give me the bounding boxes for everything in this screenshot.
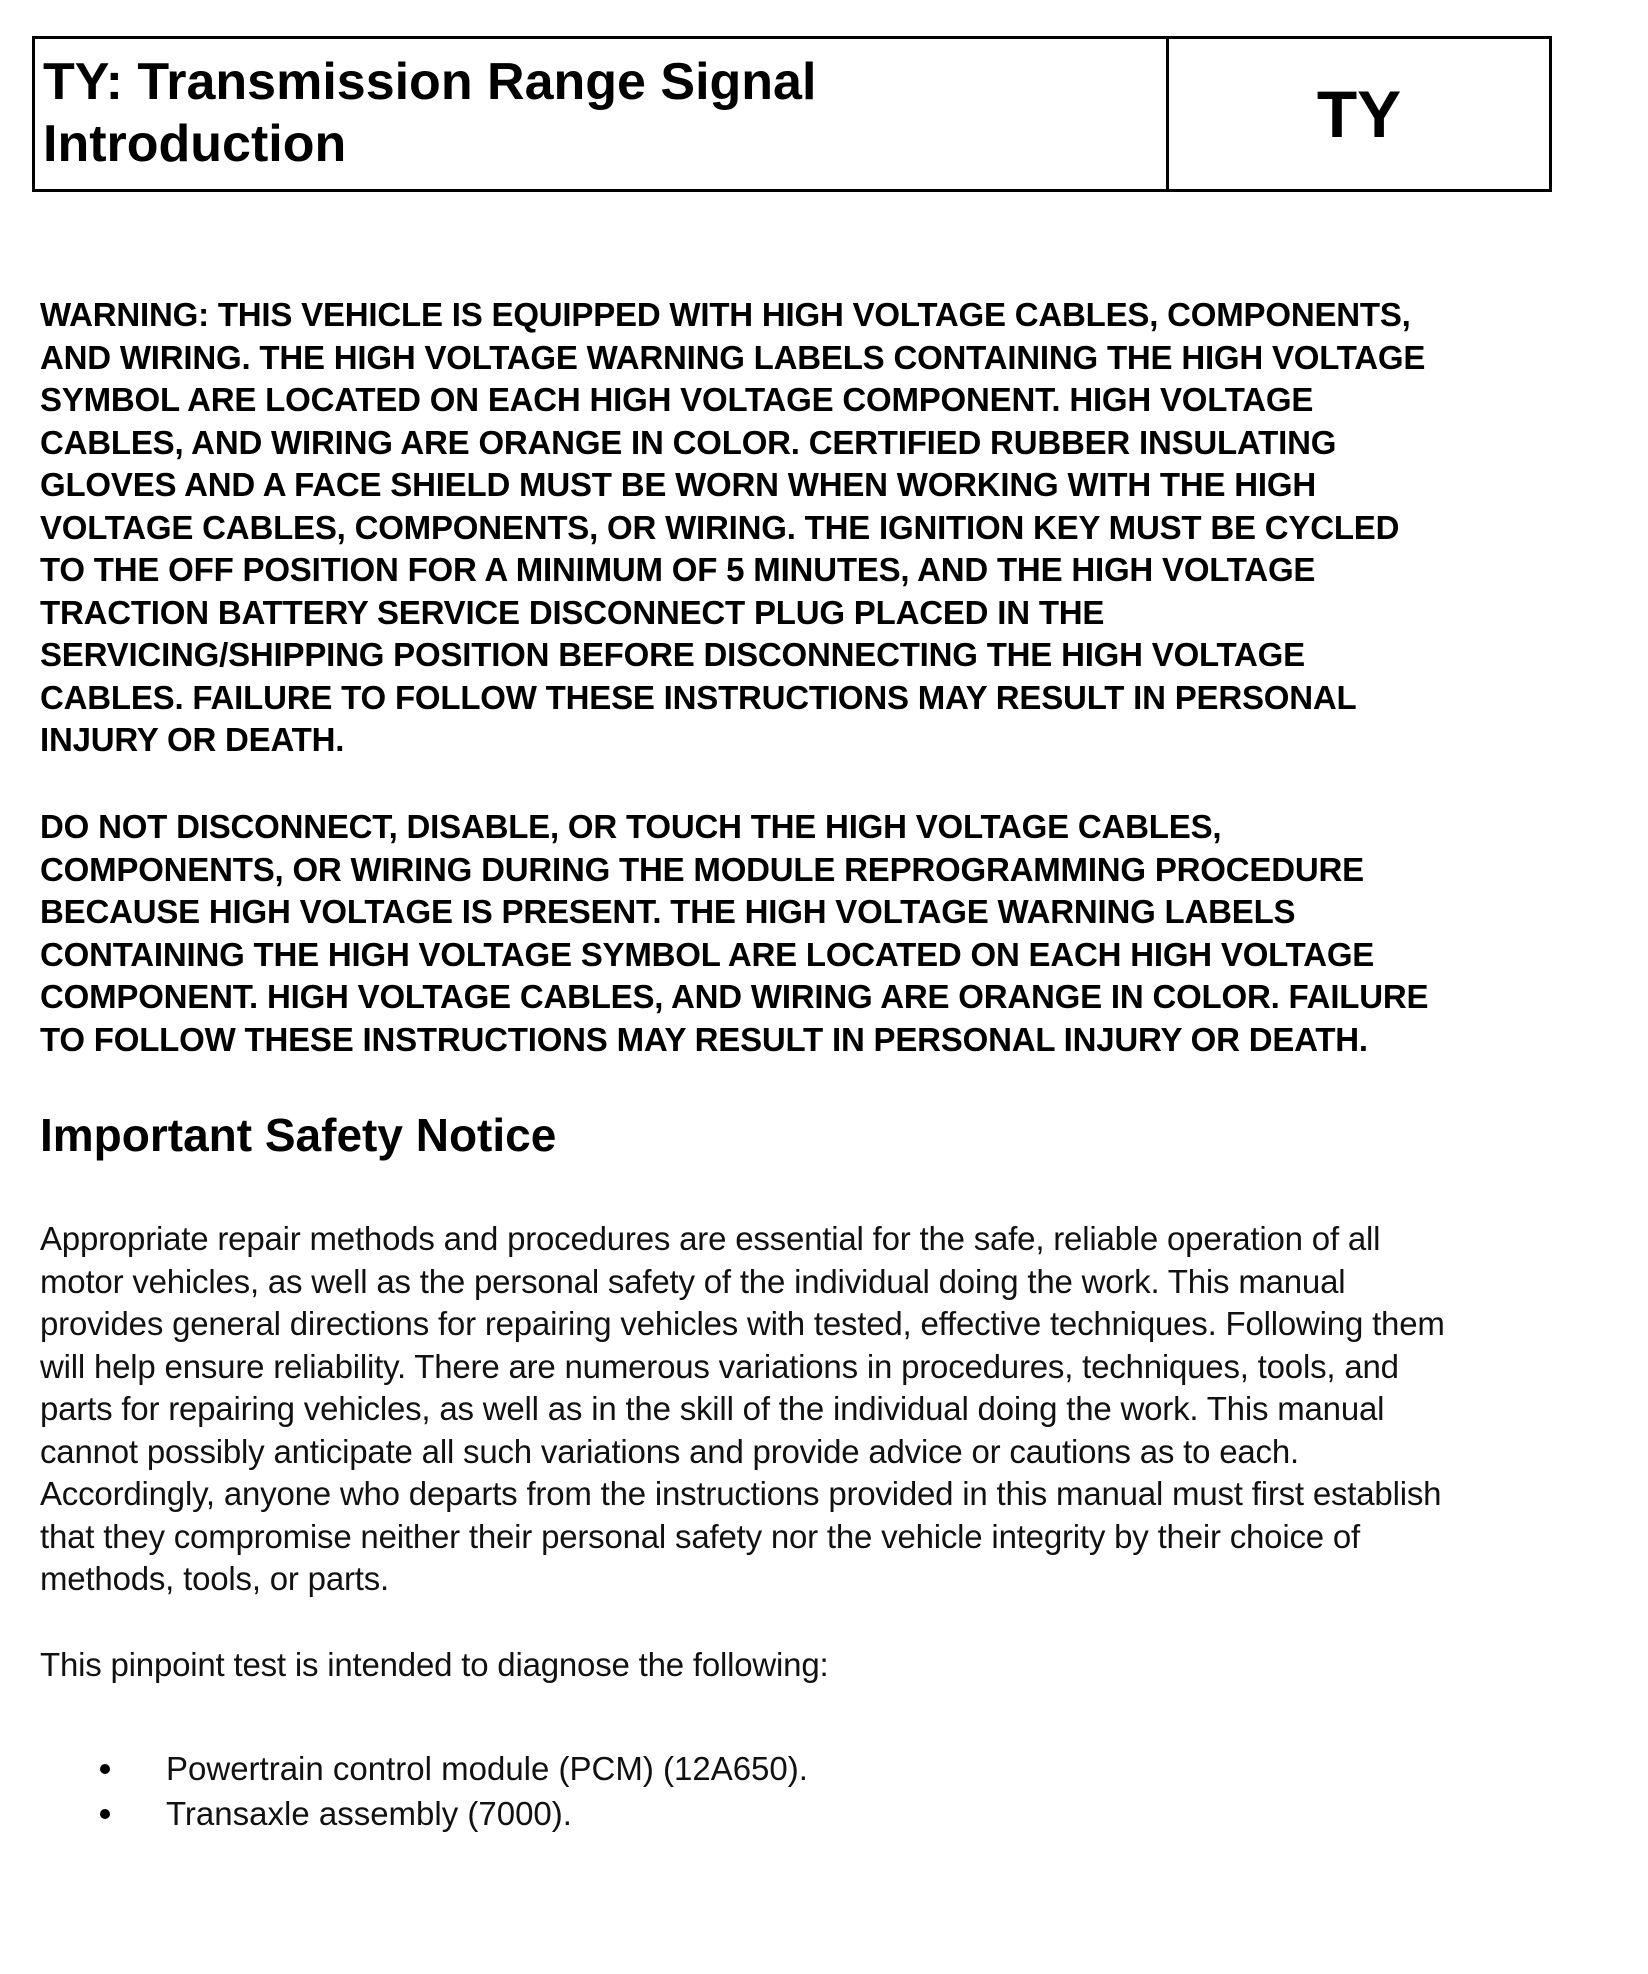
- warning-line: CABLES, AND WIRING ARE ORANGE IN COLOR. CERTIFIED RUBBER INSULATING: [40, 423, 1337, 461]
- safety-notice-paragraph: [40, 1218, 1640, 1601]
- warning-line: VOLTAGE CABLES, COMPONENTS, OR WIRING. THE IGNITION KEY MUST BE CYCLED: [40, 508, 1400, 546]
- warning-line: CABLES. FAILURE TO FOLLOW THESE INSTRUCTIONS MAY RESULT IN PERSONAL: [40, 678, 1357, 716]
- warning-line: INJURY OR DEATH.: [40, 721, 345, 758]
- warning-line: TO THE OFF POSITION FOR A MINIMUM OF 5 MINUTES, AND THE HIGH VOLTAGE: [40, 551, 1316, 588]
- warning-line: SERVICING/SHIPPING POSITION BEFORE DISCONNECTING THE HIGH VOLTAGE: [40, 636, 1305, 673]
- list-item-text: Powertrain control module (PCM) (12A650).: [166, 1750, 808, 1787]
- page-title: [35, 39, 1169, 189]
- warning-line: COMPONENT. HIGH VOLTAGE CABLES, AND WIRING ARE ORANGE IN COLOR. FAILURE: [40, 978, 1429, 1015]
- warning-line: SYMBOL ARE LOCATED ON EACH HIGH VOLTAGE COMPONENT. HIGH VOLTAGE: [40, 381, 1314, 418]
- paragraph-line: methods, tools, or parts.: [40, 1560, 389, 1597]
- header-box: [32, 36, 1552, 192]
- pinpoint-intro: [40, 1644, 1640, 1687]
- list-item: [100, 1746, 808, 1791]
- reprogramming-warning: [40, 806, 1630, 1061]
- paragraph-line: Appropriate repair methods and procedures are essential for the safe, reliable operation of all: [40, 1220, 1381, 1257]
- bullet-icon: [100, 1809, 110, 1819]
- warning-line: BECAUSE HIGH VOLTAGE IS PRESENT. THE HIGH VOLTAGE WARNING LABELS: [40, 893, 1296, 930]
- list-item: [100, 1791, 808, 1836]
- section-code: TY: [1316, 77, 1402, 151]
- list-item-text: Transaxle assembly (7000).: [166, 1795, 572, 1832]
- paragraph-line: that they compromise neither their personal safety nor the vehicle integrity by their choice of: [40, 1517, 1361, 1555]
- paragraph-line: motor vehicles, as well as the personal safety of the individual doing the work. This manual: [40, 1262, 1346, 1300]
- pinpoint-intro-text: This pinpoint test is intended to diagnose the following:: [40, 1646, 829, 1683]
- page-title-line: TY: Transmission Range Signal: [43, 53, 817, 111]
- warning-line: GLOVES AND A FACE SHIELD MUST BE WORN WHEN WORKING WITH THE HIGH: [40, 466, 1317, 503]
- bullet-icon: [100, 1764, 110, 1774]
- warning-line: WARNING: THIS VEHICLE IS EQUIPPED WITH HIGH VOLTAGE CABLES, COMPONENTS,: [40, 296, 1411, 333]
- warning-line: TRACTION BATTERY SERVICE DISCONNECT PLUG PLACED IN THE: [40, 593, 1105, 631]
- warning-line: TO FOLLOW THESE INSTRUCTIONS MAY RESULT IN PERSONAL INJURY OR DEATH.: [40, 1020, 1368, 1058]
- paragraph-line: provides general directions for repairing vehicles with tested, effective techniques. Following them: [40, 1305, 1445, 1342]
- high-voltage-warning: [40, 294, 1630, 762]
- warning-line: COMPONENTS, OR WIRING DURING THE MODULE REPROGRAMMING PROCEDURE: [40, 850, 1364, 888]
- page-title-line: Introduction: [43, 115, 347, 173]
- paragraph-line: Accordingly, anyone who departs from the instructions provided in this manual must first establish: [40, 1475, 1442, 1512]
- warning-line: DO NOT DISCONNECT, DISABLE, OR TOUCH THE HIGH VOLTAGE CABLES,: [40, 808, 1222, 845]
- paragraph-line: parts for repairing vehicles, as well as in the skill of the individual doing the work. This manual: [40, 1390, 1385, 1427]
- paragraph-line: cannot possibly anticipate all such variations and provide advice or cautions as to each.: [40, 1432, 1299, 1470]
- warning-line: CONTAINING THE HIGH VOLTAGE SYMBOL ARE LOCATED ON EACH HIGH VOLTAGE: [40, 935, 1375, 973]
- safety-notice-heading: Important Safety Notice: [40, 1109, 557, 1161]
- paragraph-line: will help ensure reliability. There are numerous variations in procedures, techniques, tools, and: [40, 1347, 1399, 1385]
- diagnosis-list: [100, 1746, 808, 1836]
- warning-line: AND WIRING. THE HIGH VOLTAGE WARNING LABELS CONTAINING THE HIGH VOLTAGE: [40, 338, 1426, 376]
